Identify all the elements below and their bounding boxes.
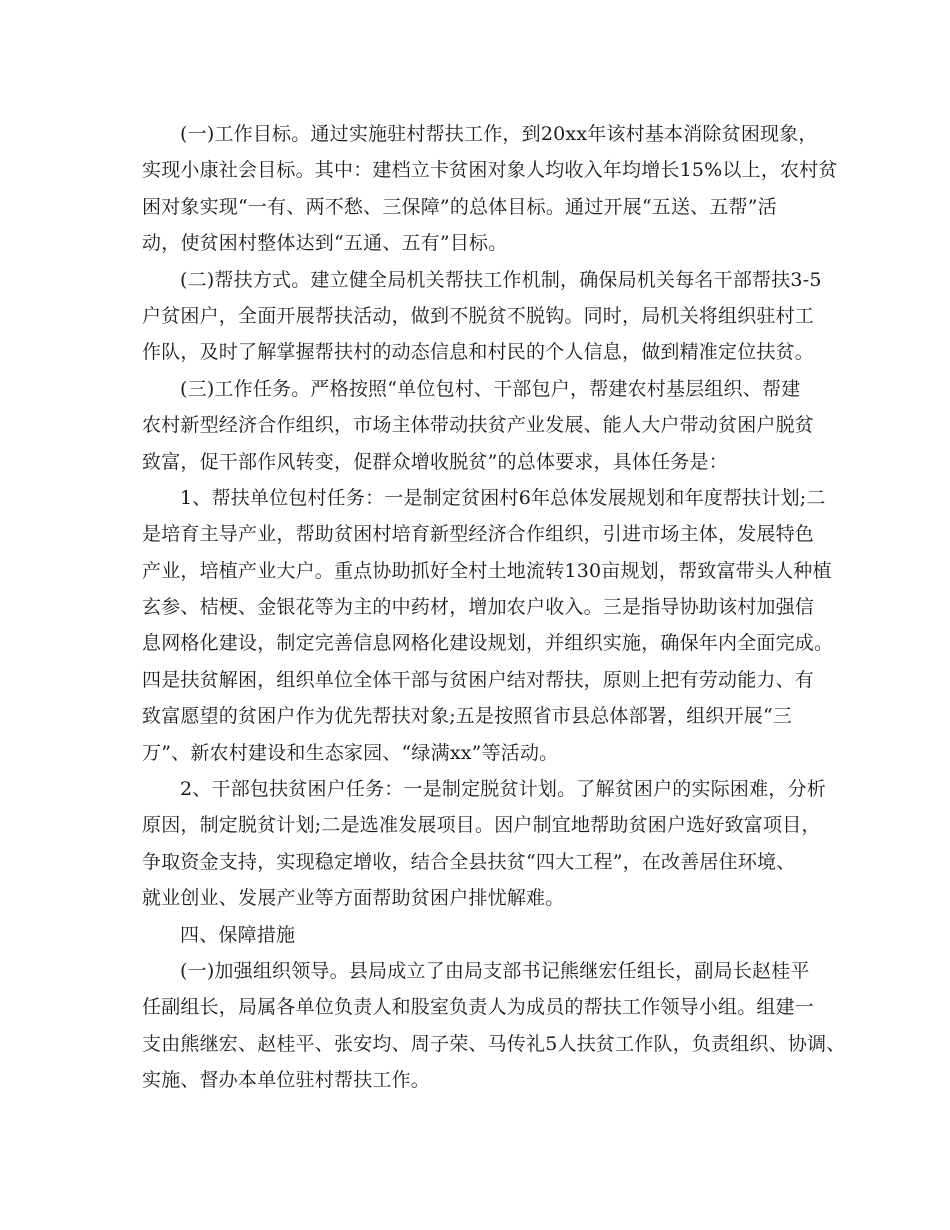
text-line: 动，使贫困村整体达到“五通、五有”目标。 bbox=[142, 232, 508, 255]
text-line: 致富愿望的贫困户作为优先帮扶对象;五是按照省市县总体部署，组织开展“三 bbox=[142, 705, 793, 728]
text-line: 实现小康社会目标。其中：建档立卡贫困对象人均收入年均增长15%以上，农村贫 bbox=[142, 159, 838, 182]
text-line: 困对象实现“一有、两不愁、三保障”的总体目标。通过开展“五送、五帮”活 bbox=[142, 195, 777, 218]
text-line: 1、帮扶单位包村任务：一是制定贫困村6年总体发展规划和年度帮扶计划;二 bbox=[180, 486, 826, 509]
text-line: 作队，及时了解掌握帮扶村的动态信息和村民的个人信息，做到精准定位扶贫。 bbox=[142, 341, 815, 364]
text-line: 农村新型经济合作组织，市场主体带动扶贫产业发展、能人大户带动贫困户脱贫 bbox=[142, 414, 815, 437]
text-line: 就业创业、发展产业等方面帮助贫困户排忧解难。 bbox=[142, 887, 565, 910]
document-body bbox=[142, 116, 846, 1099]
text-line: 支由熊继宏、赵桂平、张安均、周子荣、马传礼5人扶贫工作队，负责组织、协调、 bbox=[142, 1032, 846, 1055]
text-line: 实施、督办本单位驻村帮扶工作。 bbox=[142, 1069, 431, 1092]
text-line: (三)工作任务。严格按照“单位包村、干部包户，帮建农村基层组织、帮建 bbox=[180, 377, 801, 400]
text-line: 四、保障措施 bbox=[180, 923, 296, 946]
text-line: 是培育主导产业，帮助贫困村培育新型经济合作组织，引进市场主体，发展特色 bbox=[142, 523, 815, 546]
text-line: 万”、新农村建设和生态家园、“绿满xx”等活动。 bbox=[142, 741, 559, 764]
text-line: 产业，培植产业大户。重点协助抓好全村土地流转130亩规划，帮致富带头人种植 bbox=[142, 559, 832, 582]
text-line: 息网格化建设，制定完善信息网格化建设规划，并组织实施，确保年内全面完成。 bbox=[142, 632, 834, 655]
text-line: 争取资金支持，实现稳定增收，结合全县扶贫“四大工程”，在改善居住环境、 bbox=[142, 850, 796, 873]
text-line: 玄参、桔梗、金银花等为主的中药材，增加农户收入。三是指导协助该村加强信 bbox=[142, 596, 815, 619]
text-line: (一)工作目标。通过实施驻村帮扶工作，到20xx年该村基本消除贫困现象， bbox=[180, 123, 818, 145]
text-line: (一)加强组织领导。县局成立了由局支部书记熊继宏任组长，副局长赵桂平 bbox=[180, 959, 810, 982]
text-line: 2、干部包扶贫困户任务：一是制定脱贫计划。了解贫困户的实际困难，分析 bbox=[180, 778, 826, 801]
text-line: 户贫困户，全面开展帮扶活动，做到不脱贫不脱钩。同时，局机关将组织驻村工 bbox=[142, 304, 815, 327]
text-line: 致富，促干部作风转变，促群众增收脱贫”的总体要求，具体任务是： bbox=[142, 450, 728, 473]
text-line: 任副组长，局属各单位负责人和股室负责人为成员的帮扶工作领导小组。组建一 bbox=[142, 996, 815, 1019]
text-line: 原因，制定脱贫计划;二是选准发展项目。因户制宜地帮助贫困户选好致富项目， bbox=[142, 814, 821, 837]
text-line: (二)帮扶方式。建立健全局机关帮扶工作机制，确保局机关每名干部帮扶3-5 bbox=[180, 268, 822, 291]
text-line: 四是扶贫解困，组织单位全体干部与贫困户结对帮扶，原则上把有劳动能力、有 bbox=[142, 668, 815, 691]
